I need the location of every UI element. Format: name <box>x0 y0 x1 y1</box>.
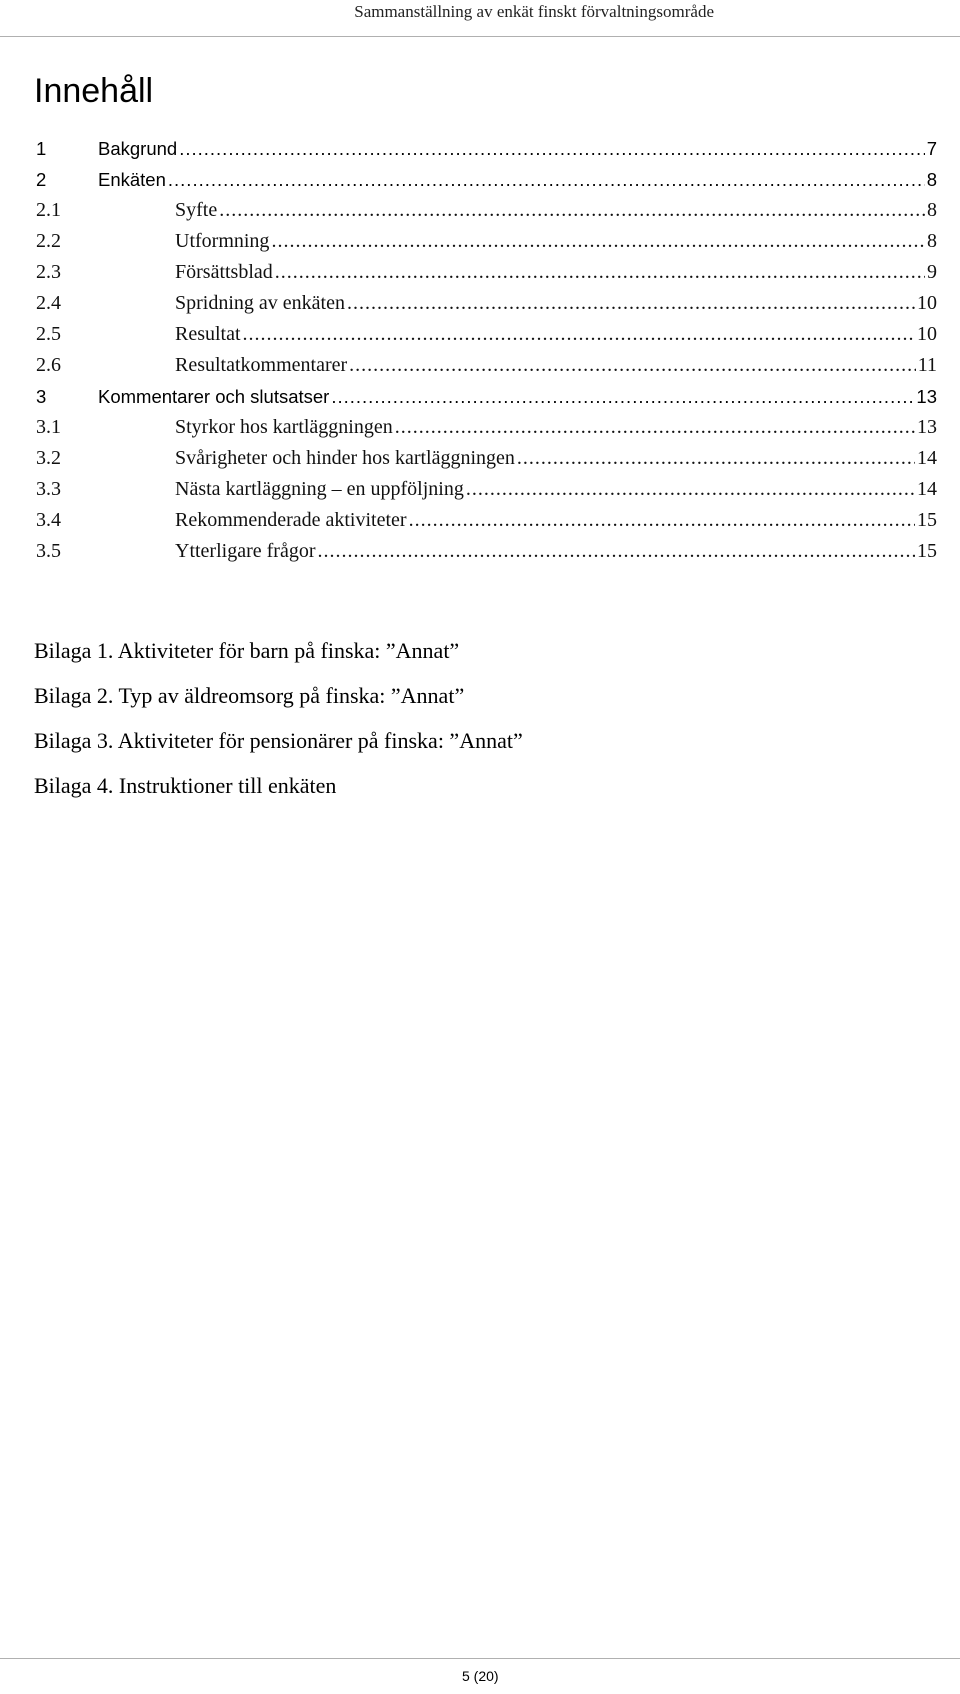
toc-entry-number: 2.2 <box>36 230 61 252</box>
toc-entry-label: Nästa kartläggning – en uppföljning <box>175 478 464 500</box>
toc-dot-leader <box>271 226 925 257</box>
toc-entry-page: 14 <box>917 447 937 469</box>
toc-dot-leader <box>347 288 915 319</box>
toc-entry-page: 10 <box>917 323 937 345</box>
appendix-list <box>34 628 523 808</box>
toc-entry-label: Bakgrund <box>98 138 178 159</box>
toc-entry-label: Styrkor hos kartläggningen <box>175 416 393 438</box>
toc-entry-number: 3.5 <box>36 540 61 562</box>
appendix-item: Bilaga 3. Aktiviteter för pensionärer på finska: ”Annat” <box>34 728 523 753</box>
toc-dot-leader <box>331 381 914 412</box>
appendix-item: Bilaga 1. Aktiviteter för barn på finska: ”Annat” <box>34 638 460 663</box>
toc-entry[interactable] <box>36 381 937 412</box>
toc-entry-label: Ytterligare frågor <box>175 540 316 562</box>
toc-entry-page: 15 <box>917 509 937 531</box>
toc-entry[interactable] <box>36 319 937 350</box>
toc-entry-page: 9 <box>927 261 937 283</box>
toc-entry-number: 3.3 <box>36 478 61 500</box>
toc-dot-leader <box>179 133 925 164</box>
toc-entry-label: Kommentarer och slutsatser <box>98 386 330 407</box>
toc-entry[interactable] <box>36 536 937 567</box>
toc-entry-number: 2.3 <box>36 261 61 283</box>
toc-entry-label: Enkäten <box>98 169 166 190</box>
toc-entry-label: Syfte <box>175 199 218 221</box>
toc-entry-page: 14 <box>917 478 937 500</box>
toc-entry-number: 1 <box>36 138 47 159</box>
toc-dot-leader <box>517 443 915 474</box>
toc-entry-page: 11 <box>917 354 937 376</box>
toc-dot-leader <box>168 164 925 195</box>
toc-entry-page: 8 <box>927 230 937 252</box>
toc-entry[interactable] <box>36 443 937 474</box>
page-header <box>0 0 960 37</box>
toc-entry[interactable] <box>36 257 937 288</box>
toc-entry-number: 3.4 <box>36 509 61 531</box>
toc-entry[interactable] <box>36 133 937 164</box>
toc-entry[interactable] <box>36 288 937 319</box>
toc-entry[interactable] <box>36 164 937 195</box>
toc-dot-leader <box>395 412 915 443</box>
toc-entry-label: Resultat <box>175 323 241 345</box>
toc-entry-number: 3.1 <box>36 416 61 438</box>
toc-entry-page: 13 <box>917 416 937 438</box>
toc-dot-leader <box>349 350 916 381</box>
toc-dot-leader <box>219 195 925 226</box>
toc-entry[interactable] <box>36 474 937 505</box>
footer-divider <box>0 1658 960 1659</box>
toc-entry-number: 3.2 <box>36 447 61 469</box>
toc-entry-label: Utformning <box>175 230 270 252</box>
toc-dot-leader <box>466 474 915 505</box>
toc-entry-page: 8 <box>927 199 937 221</box>
toc-entry-number: 2 <box>36 169 47 190</box>
toc-entry-number: 2.1 <box>36 199 61 221</box>
toc-entry-page: 8 <box>926 169 937 190</box>
toc-entry[interactable] <box>36 226 937 257</box>
toc-entry-page: 13 <box>916 386 937 407</box>
toc-entry[interactable] <box>36 195 937 226</box>
toc-dot-leader <box>409 505 915 536</box>
toc-entry-label: Rekommenderade aktiviteter <box>175 509 407 531</box>
page-title: Innehåll <box>34 72 154 110</box>
header-title: Sammanställning av enkät finskt förvaltningsområde <box>354 2 714 21</box>
toc-dot-leader <box>243 319 915 350</box>
toc-entry-number: 2.6 <box>36 354 61 376</box>
toc-entry-label: Svårigheter och hinder hos kartläggningen <box>175 447 515 469</box>
table-of-contents <box>36 133 937 567</box>
toc-entry-page: 10 <box>917 292 937 314</box>
toc-entry-page: 7 <box>926 138 937 159</box>
toc-entry-number: 3 <box>36 386 47 407</box>
toc-entry-label: Resultatkommentarer <box>175 354 348 376</box>
appendix-item: Bilaga 2. Typ av äldreomsorg på finska: ”Annat” <box>34 683 465 708</box>
toc-entry-page: 15 <box>917 540 937 562</box>
toc-entry-label: Spridning av enkäten <box>175 292 345 314</box>
toc-entry-number: 2.4 <box>36 292 61 314</box>
toc-entry[interactable] <box>36 505 937 536</box>
toc-entry-label: Försättsblad <box>175 261 273 283</box>
appendix-item: Bilaga 4. Instruktioner till enkäten <box>34 773 337 798</box>
toc-dot-leader <box>317 536 915 567</box>
footer-page-number: 5 (20) <box>462 1668 499 1684</box>
toc-entry[interactable] <box>36 412 937 443</box>
toc-entry[interactable] <box>36 350 937 381</box>
toc-entry-number: 2.5 <box>36 323 61 345</box>
toc-dot-leader <box>275 257 925 288</box>
